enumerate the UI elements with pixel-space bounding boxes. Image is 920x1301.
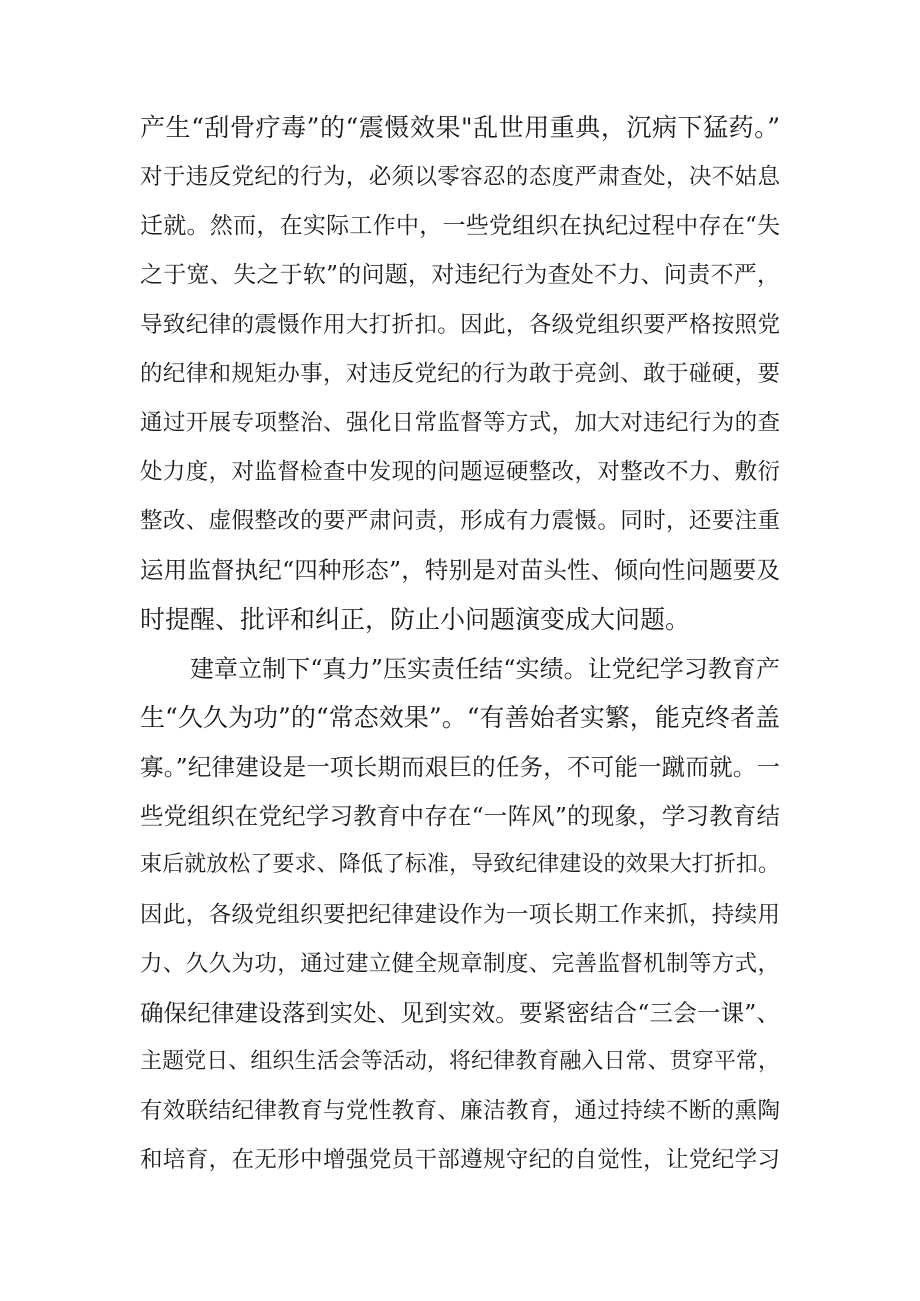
text-line [0, 1042, 920, 1082]
text-line-content: 的纪律和规矩办事，对违反党纪的行为敢于亮剑、敢于碰硬，要 [140, 361, 780, 387]
text-line [0, 452, 920, 492]
text-line [0, 600, 920, 640]
text-line-content: 有效联结纪律教育与党性教育、廉洁教育，通过持续不断的熏陶 [140, 1098, 780, 1124]
text-line-content: 产生“刮骨疗毒”的“震慑效果"乱世用重典，沉病下猛药。” [140, 113, 780, 142]
text-line [0, 1140, 920, 1180]
text-line-content: 主题党日、组织生活会等活动，将纪律教育融入日常、贯穿平常， [140, 1049, 780, 1074]
text-line-content: 寡。”纪律建设是一项长期而艰巨的任务，不可能一蹴而就。一 [140, 753, 780, 781]
text-line [0, 354, 920, 394]
text-line-content: 力、久久为功，通过建立健全规章制度、完善监督机制等方式， [140, 951, 780, 977]
text-line-content: 些党组织在党纪学习教育中存在“一阵风”的现象，学习教育结 [140, 802, 780, 830]
text-line-content: 通过开展专项整治、强化日常监督等方式，加大对违纪行为的查 [140, 410, 780, 436]
text-line-content: 运用监督执纪“四种形态”，特别是对苗头性、倾向性问题要及 [140, 556, 780, 584]
text-line [0, 796, 920, 836]
text-line-content: 处力度，对监督检查中发现的问题逗硬整改，对整改不力、敷衍 [140, 459, 780, 485]
text-line-content: 对于违反党纪的行为，必须以零容忍的态度严肃查处，决不姑息 [140, 164, 780, 190]
text-line-content: 束后就放松了要求、降低了标准，导致纪律建设的效果大打折扣。 [140, 852, 780, 877]
text-line [0, 649, 920, 689]
text-line [0, 1091, 920, 1131]
text-line [0, 206, 920, 246]
text-line-content: 导致纪律的震慑作用大打折扣。因此，各级党组织要严格按照党 [140, 312, 780, 338]
text-line-content: 因此，各级党组织要把纪律建设作为一项长期工作来抓，持续用 [140, 902, 780, 928]
text-line [0, 403, 920, 443]
text-line [0, 698, 920, 738]
text-line [0, 501, 920, 541]
text-line-content: 建章立制下“真力”压实责任结“实绩。让党纪学习教育产 [190, 655, 780, 683]
text-line [0, 305, 920, 345]
text-line [0, 895, 920, 935]
text-line-content: 确保纪律建设落到实处、见到实效。要紧密结合“三会一课”、 [140, 999, 780, 1027]
text-line-content: 迁就。然而，在实际工作中，一些党组织在执纪过程中存在“失 [140, 213, 780, 239]
text-line [0, 108, 920, 148]
text-line [0, 993, 920, 1033]
text-line-content: 之于宽、失之于软”的问题，对违纪行为查处不力、问责不严， [140, 262, 780, 288]
text-line [0, 944, 920, 984]
text-line-content: 生“久久为功”的“常态效果”。“有善始者实繁，能克终者盖 [140, 703, 780, 732]
text-line-content: 整改、虚假整改的要严肃问责，形成有力震慑。同时，还要注重 [140, 508, 780, 534]
text-line [0, 255, 920, 295]
text-line-content: 和培育，在无形中增强党员干部遵规守纪的自觉性，让党纪学习 [140, 1147, 780, 1173]
text-line [0, 157, 920, 197]
text-line [0, 747, 920, 787]
text-line [0, 845, 920, 885]
text-line-content: 时提醒、批评和纠正，防止小问题演变成大问题。 [140, 605, 691, 634]
text-line [0, 550, 920, 590]
